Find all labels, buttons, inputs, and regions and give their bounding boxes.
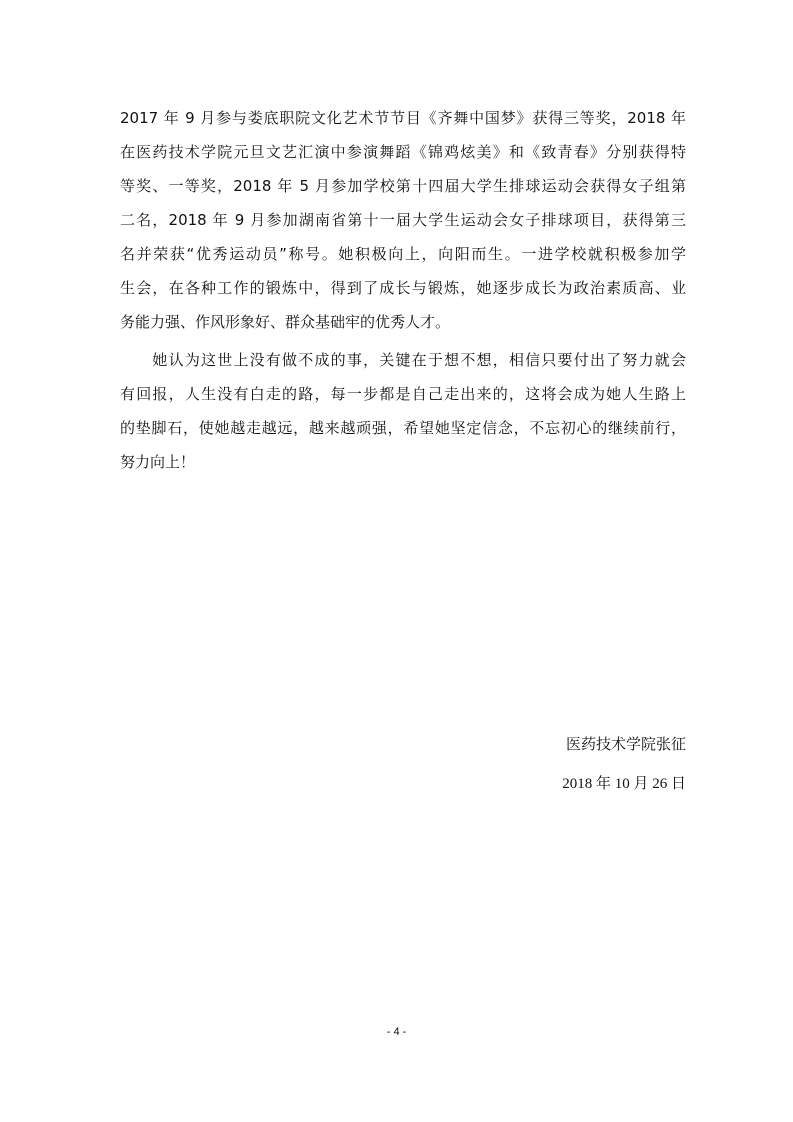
paragraph-line: 等奖、一等奖，2018 年 5 月参加学校第十四届大学生排球运动会获得女子组第 — [120, 177, 686, 195]
paragraph-1 — [120, 101, 686, 339]
signature-date: 2018 年 10 月 26 日 — [562, 776, 686, 792]
paragraph-line: 她认为这世上没有做不成的事，关键在于想不想，相信只要付出了努力就会 — [120, 351, 686, 369]
paragraph-line: 2017 年 9 月参与娄底职院文化艺术节节目《齐舞中国梦》获得三等奖，2018 年 — [120, 109, 686, 127]
paragraph-line: 生会，在各种工作的锻炼中，得到了成长与锻炼，她逐步成长为政治素质高、业 — [120, 279, 686, 297]
paragraph-line: 名并荣获“优秀运动员”称号。她积极向上，向阳而生。一进学校就积极参加学 — [120, 245, 686, 263]
signature: 医药技术学院张征 — [565, 735, 686, 753]
paragraph-line: 在医药技术学院元旦文艺汇演中参演舞蹈《锦鸡炫美》和《致青春》分别获得特 — [120, 143, 686, 161]
page-number: - 4 - — [386, 1026, 407, 1038]
paragraph-line: 二名，2018 年 9 月参加湖南省第十一届大学生运动会女子排球项目，获得第三 — [120, 211, 686, 229]
paragraph-line: 的垫脚石，使她越走越远，越来越顽强，希望她坚定信念，不忘初心的继续前行， — [120, 419, 686, 437]
paragraph-line: 务能力强、作风形象好、群众基础牢的优秀人才。 — [120, 313, 451, 331]
body-text — [120, 101, 686, 479]
paragraph-line: 有回报，人生没有白走的路，每一步都是自己走出来的，这将会成为她人生路上 — [120, 385, 686, 403]
paragraph-line: 努力向上！ — [120, 453, 196, 471]
paragraph-2 — [120, 343, 686, 479]
